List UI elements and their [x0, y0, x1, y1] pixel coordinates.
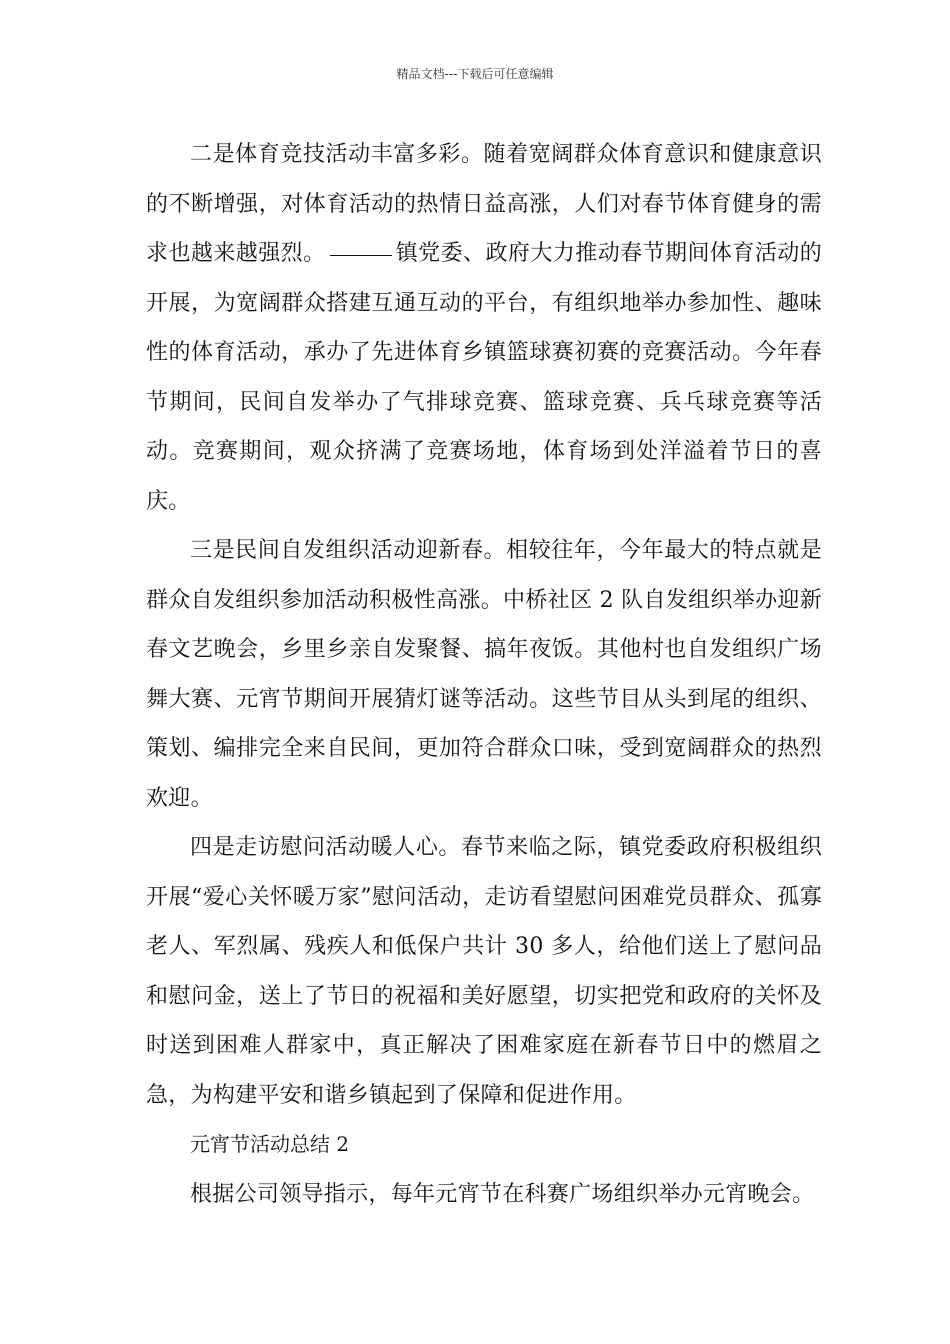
section-heading: 元宵节活动总结 2	[190, 1132, 350, 1156]
paragraph-lantern-festival: 根据公司领导指示，每年元宵节在科赛广场组织举办元宵晚会。	[190, 1181, 815, 1207]
paragraph-sports	[146, 130, 822, 526]
paragraph-sports-part1: 二是体育竞技活动丰富多彩。随着宽阔群众体育意识和健康意识的不断增强，对体育活动的热情日益高涨，人们对春节体育健身的需求也越来越强烈。	[146, 142, 822, 266]
document-body	[146, 130, 822, 1219]
paragraph-folk-activities: 三是民间自发组织活动迎新春。相较往年，今年最大的特点就是群众自发组织参加活动积极性高涨。中桥社区 2 队自发组织举办迎新春文艺晚会，乡里乡亲自发聚餐、搞年夜饭。其他村也自发组织广场舞大赛、元宵节期间开展猜灯谜等活动。这些节目从头到尾的组织、策划、编排完全来自民间，更加符合群众口味，受到宽阔群众的热烈欢迎。	[146, 538, 822, 811]
blank-underline	[330, 253, 392, 256]
paragraph-visits: 四是走访慰问活动暖人心。春节来临之际，镇党委政府积极组织开展“爱心关怀暖万家”慰问活动，走访看望慰问困难党员群众、孤寡老人、军烈属、残疾人和低保户共计 30 多人，给他们送上了慰问品和慰问金，送上了节日的祝福和美好愿望，切实把党和政府的关怀及时送到困难人群家中，真正解决了困难家庭在新春节日中的燃眉之急，为构建平安和谐乡镇起到了保障和促进作用。	[146, 835, 822, 1108]
paragraph-sports-part2: 镇党委、政府大力推动春节期间体育活动的开展，为宽阔群众搭建互通互动的平台，有组织地举办参加性、趣味性的体育活动，承办了先进体育乡镇篮球赛初赛的竞赛活动。今年春节期间，民间自发举办了气排球竞赛、篮球竞赛、兵乓球竞赛等活动。竞赛期间，观众挤满了竞赛场地，体育场到处洋溢着节日的喜庆。	[146, 241, 823, 514]
page-header: 精品文档---下载后可任意编辑	[396, 67, 554, 81]
